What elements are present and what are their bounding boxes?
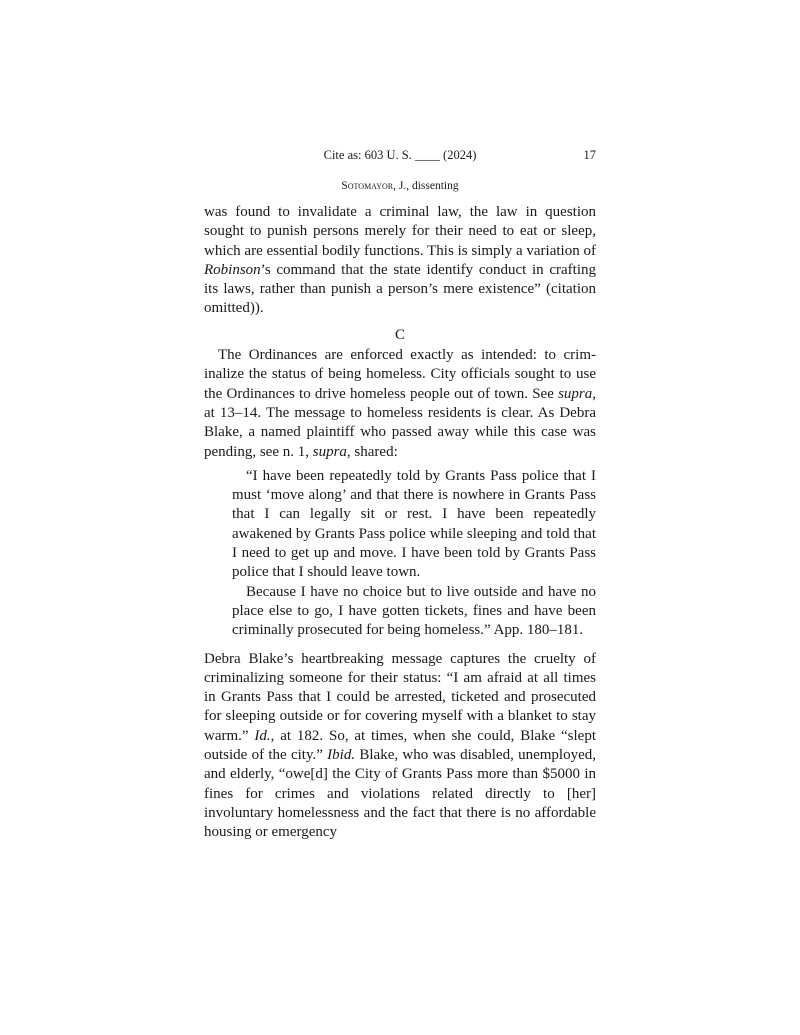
block-quote	[232, 467, 596, 641]
justice-name: Sotomayor	[341, 180, 394, 192]
page-header	[204, 148, 596, 166]
paragraph: The Ordinances are enforced exactly as intended: to criminalize the status of being homeless. City officials sought to use the Ordinances to drive homeless people out of town. See supra, at 13–14. The message to homeless residents is clear. As Debra Blake, a named plaintiff who passed away while this case was pending, see n. 1, supra, shared:	[204, 347, 596, 460]
opinion-body	[204, 203, 596, 843]
paragraph-continued: was found to invalidate a criminal law, the law in question sought to punish persons merely for their need to eat or sleep, which are essential bodily functions. This is simply a variation of Robinson’s command that the state identify conduct in crafting its laws, rather than punish a person’s mere existence” (citation omitted)).	[204, 204, 596, 317]
citation-header: Cite as: 603 U. S. ____ (2024)	[323, 148, 477, 162]
quote-paragraph: Because I have no choice but to live outside and have no place else to go, I have gotten tickets, fines and have been criminally prosecuted for being homeless.” App. 180–181.	[232, 583, 596, 639]
section-heading: C	[394, 326, 405, 343]
running-head-suffix: , J., dissenting	[393, 180, 459, 192]
running-head	[204, 180, 596, 192]
case-name: Robinson	[204, 261, 261, 278]
paragraph: Debra Blake’s heartbreaking message captures the cruelty of criminalizing someone for their status: “I am afraid at all times in Grants Pass that I could be arrested, ticketed and prosecuted for sleeping outside or for covering myself with a blanket to stay warm.” Id., at 182. So, at times, when she could, Blake “slept outside of the city.” Ibid. Blake, who was disabled, unemployed, and elderly, “owe[d] the City of Grants Pass more than $5000 in fines for crimes and violations related directly to [her] involuntary homelessness and the fact that there is no affordable housing or emergency	[204, 650, 597, 841]
page-number: 17	[583, 148, 596, 162]
quote-paragraph: “I have been repeatedly told by Grants Pass police that I must ‘move along’ and that there is nowhere in Grants Pass that I can legally sit or rest. I have been repeatedly awakened by Grants Pass police while sleeping and told that I need to get up and move. I have been told by Grants Pass police that I should leave town.	[232, 467, 596, 581]
